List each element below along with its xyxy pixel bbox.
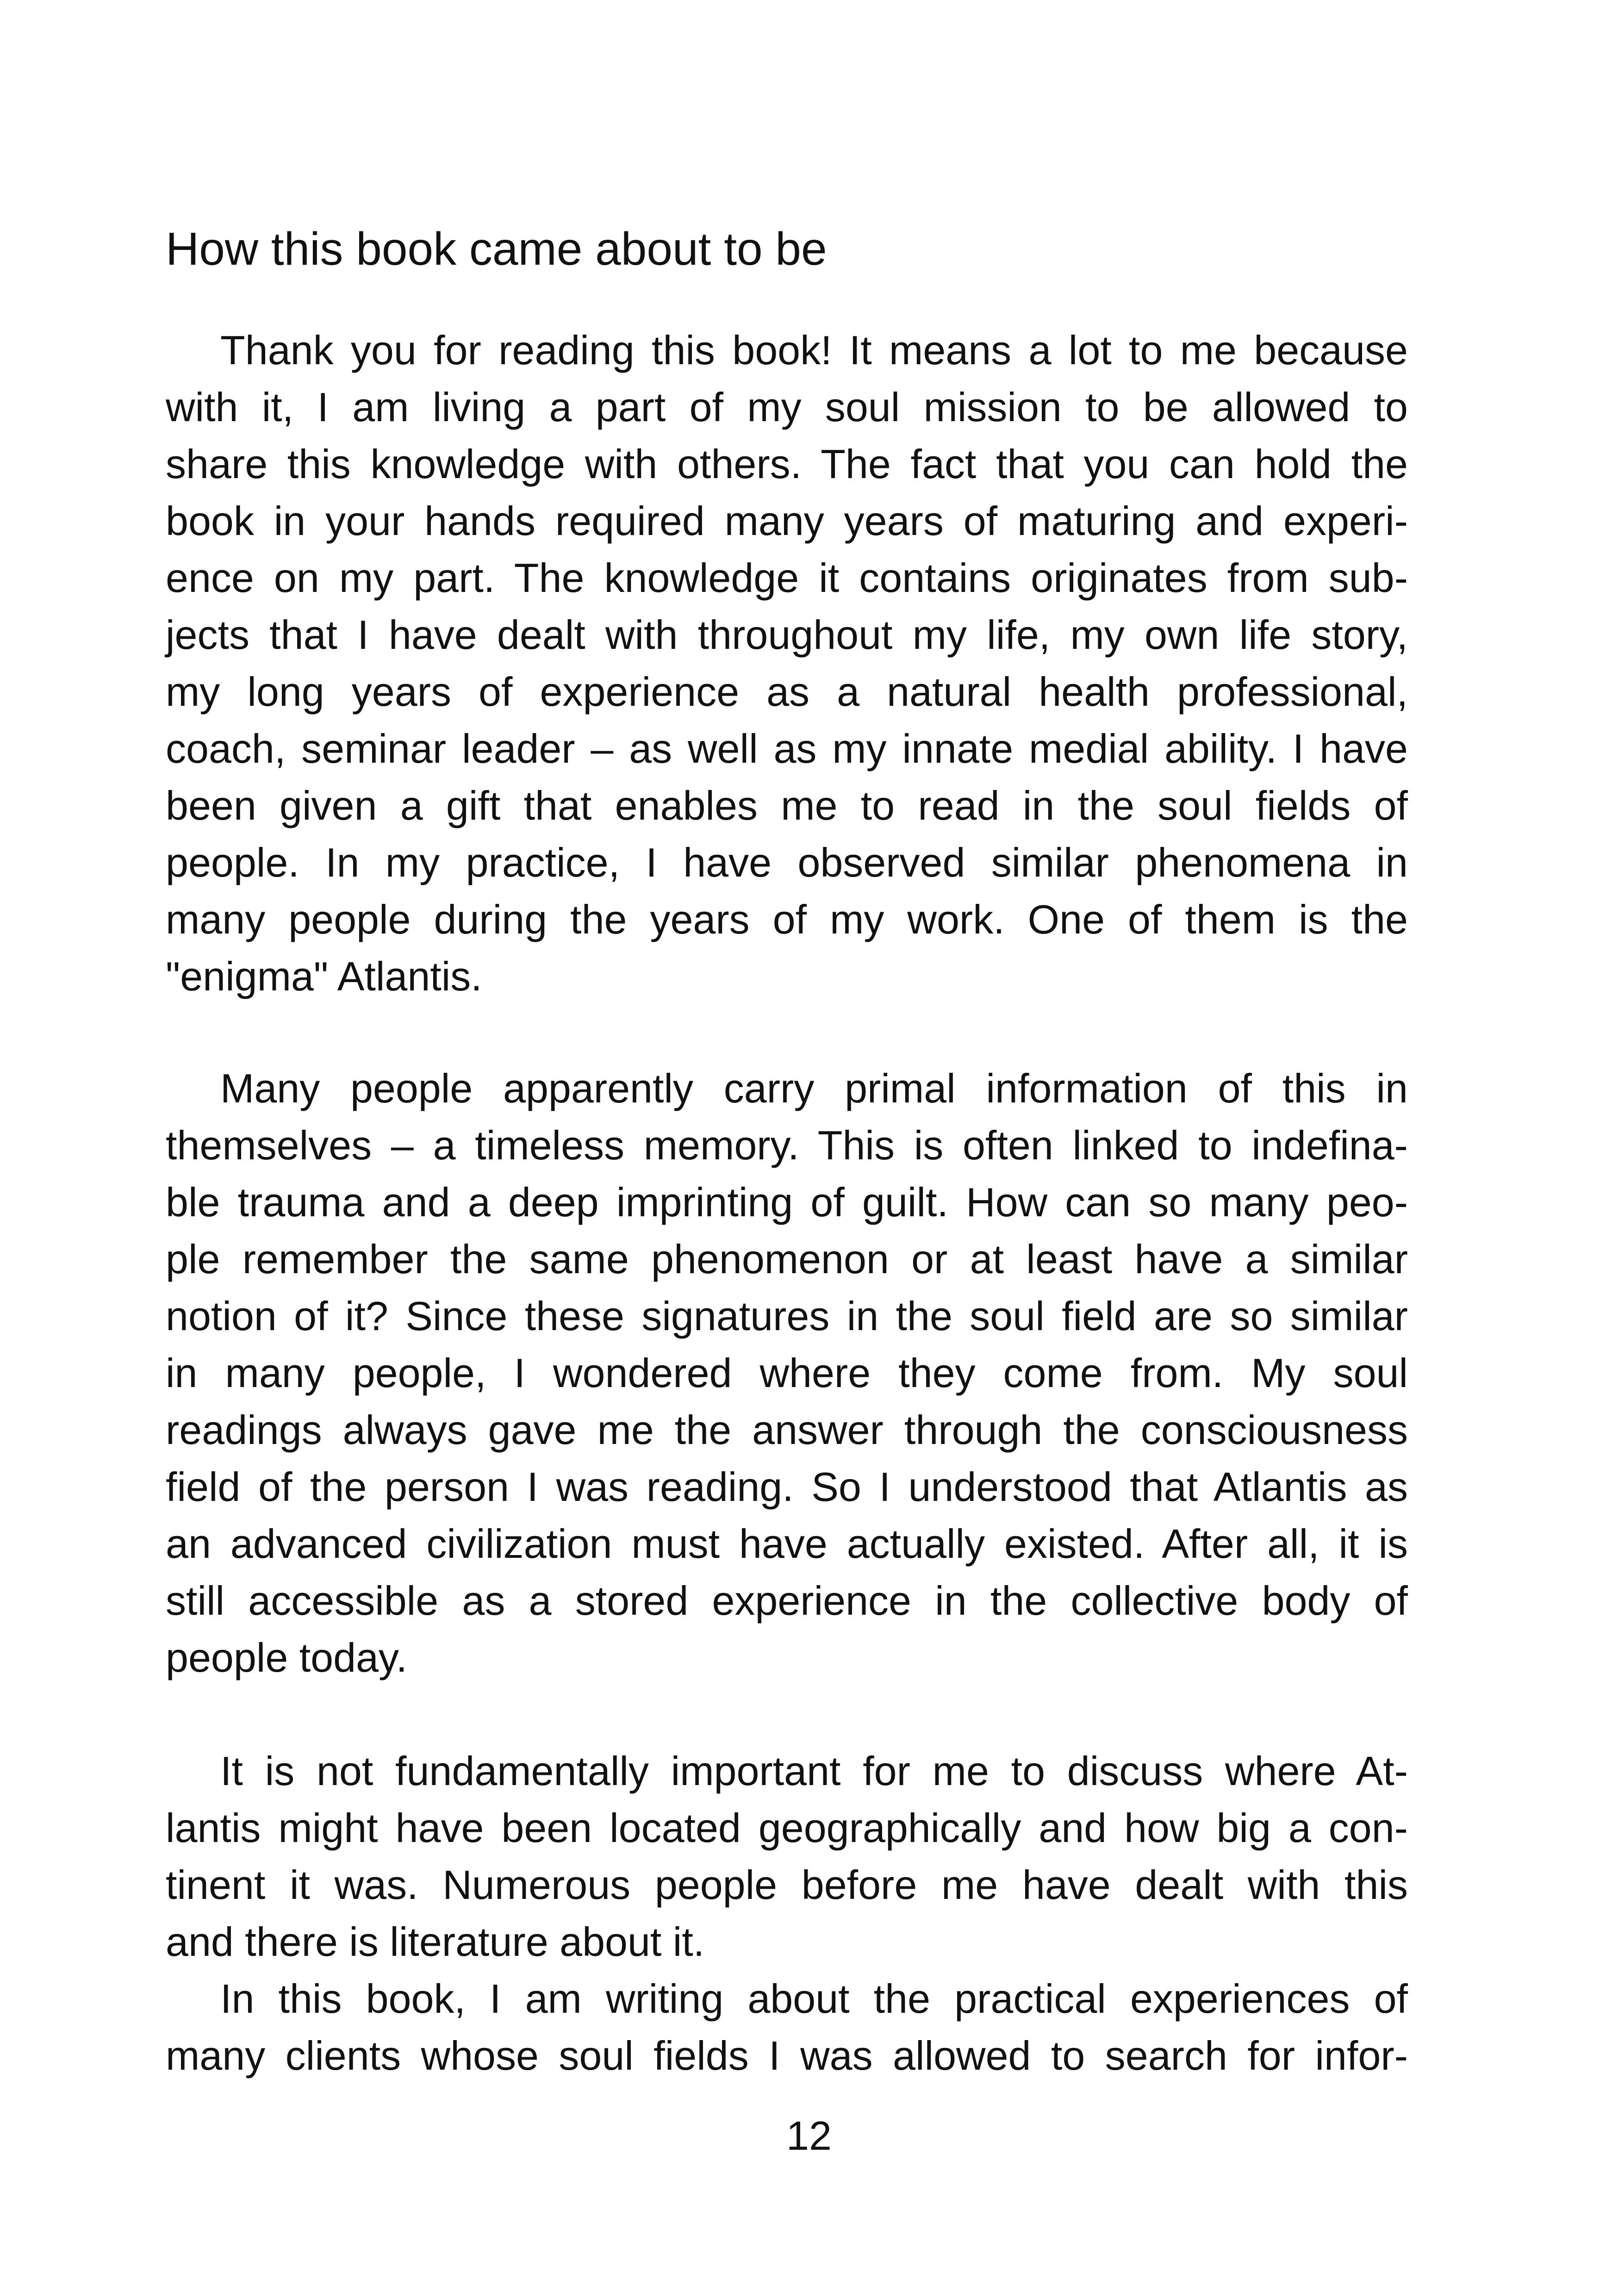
text-line: field of the person I was reading. So I understood that Atlantis as xyxy=(166,1464,1408,1510)
paragraph-4 xyxy=(166,1970,1408,2084)
text-line: "enigma" Atlantis. xyxy=(166,953,482,999)
text-line: Thank you for reading this book! It means a lot to me because xyxy=(220,327,1408,373)
text-line: with it, I am living a part of my soul mission to be allowed to xyxy=(166,384,1408,430)
page-number: 12 xyxy=(786,2113,832,2159)
paragraph-2 xyxy=(166,1060,1408,1686)
text-line: Many people apparently carry primal information of this in xyxy=(220,1065,1408,1111)
text-line: my long years of experience as a natural health professional, xyxy=(166,669,1408,715)
text-line: many clients whose soul fields I was allowed to search for infor- xyxy=(166,2033,1408,2078)
text-line: been given a gift that enables me to read in the soul fields of xyxy=(166,783,1408,828)
chapter-heading: How this book came about to be xyxy=(166,223,827,275)
paragraph-3 xyxy=(166,1742,1408,1970)
text-line: book in your hands required many years of maturing and experi- xyxy=(166,498,1408,544)
text-line: an advanced civilization must have actually existed. After all, it is xyxy=(166,1521,1408,1567)
text-line: In this book, I am writing about the practical experiences of xyxy=(220,1976,1408,2022)
text-line: tinent it was. Numerous people before me have dealt with this xyxy=(166,1862,1408,1908)
text-line: many people during the years of my work. One of them is the xyxy=(166,896,1408,942)
text-line: ple remember the same phenomenon or at least have a similar xyxy=(166,1236,1408,1282)
text-line: people. In my practice, I have observed similar phenomena in xyxy=(166,840,1408,885)
text-line: jects that I have dealt with throughout my life, my own life story, xyxy=(166,612,1408,658)
text-line: and there is literature about it. xyxy=(166,1919,705,1965)
text-line: in many people, I wondered where they come from. My soul xyxy=(166,1350,1408,1396)
text-line: notion of it? Since these signatures in the soul field are so similar xyxy=(166,1293,1408,1339)
text-line: themselves – a timeless memory. This is often linked to indefina- xyxy=(166,1122,1408,1168)
text-line: coach, seminar leader – as well as my innate medial ability. I have xyxy=(166,726,1408,772)
text-line: It is not fundamentally important for me to discuss where At- xyxy=(220,1748,1408,1794)
text-line: ble trauma and a deep imprinting of guilt. How can so many peo- xyxy=(166,1179,1408,1225)
text-line: share this knowledge with others. The fact that you can hold the xyxy=(166,441,1408,487)
text-line: readings always gave me the answer through the consciousness xyxy=(166,1407,1408,1453)
text-line: still accessible as a stored experience in the collective body of xyxy=(166,1578,1408,1624)
paragraph-1 xyxy=(166,322,1408,1005)
text-line: people today. xyxy=(166,1635,407,1680)
text-line: ence on my part. The knowledge it contains originates from sub- xyxy=(166,555,1408,601)
text-line: lantis might have been located geographically and how big a con- xyxy=(166,1805,1408,1851)
